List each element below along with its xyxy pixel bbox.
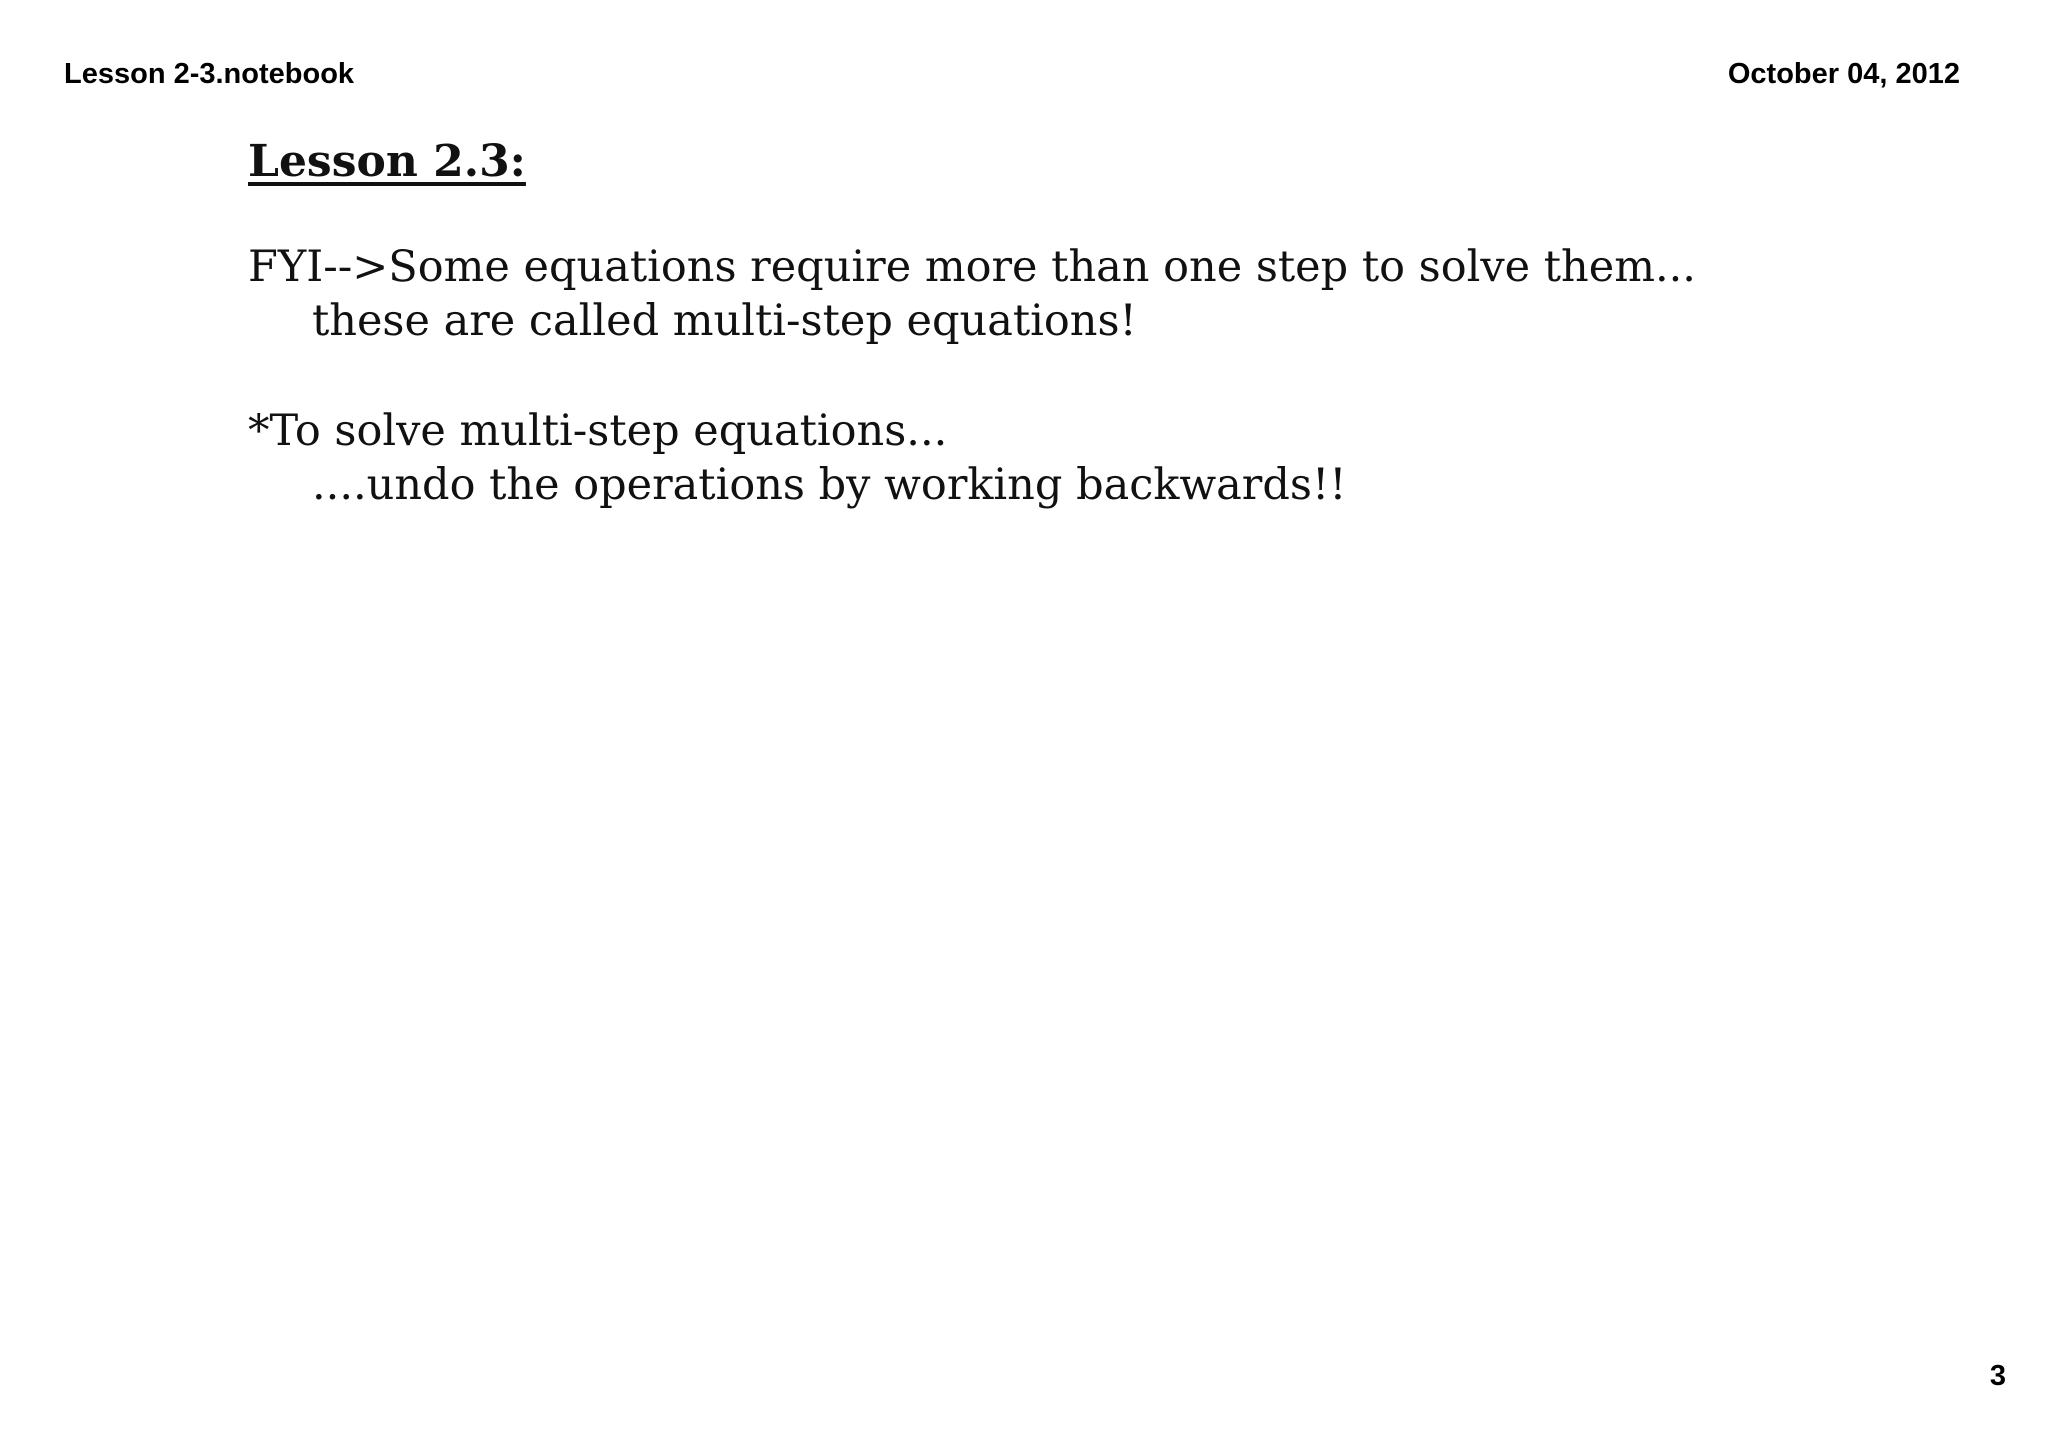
paragraph-how-to-solve	[248, 404, 1848, 512]
page-number: 3	[1989, 1360, 2006, 1392]
page-content	[248, 130, 1848, 512]
paragraph-line-indented: these are called multi-step equations!	[312, 296, 1137, 346]
paragraph-line-indented: ....undo the operations by working backwards!!	[312, 460, 1347, 510]
document-date: October 04, 2012	[1727, 58, 1960, 90]
page-title: Lesson 2.3:	[248, 136, 526, 187]
paragraph-fyi	[248, 240, 1848, 348]
document-filename: Lesson 2-3.notebook	[64, 58, 355, 90]
paragraph-line: FYI-->Some equations require more than one step to solve them...	[248, 242, 1696, 292]
paragraph-line: *To solve multi-step equations...	[248, 406, 948, 456]
